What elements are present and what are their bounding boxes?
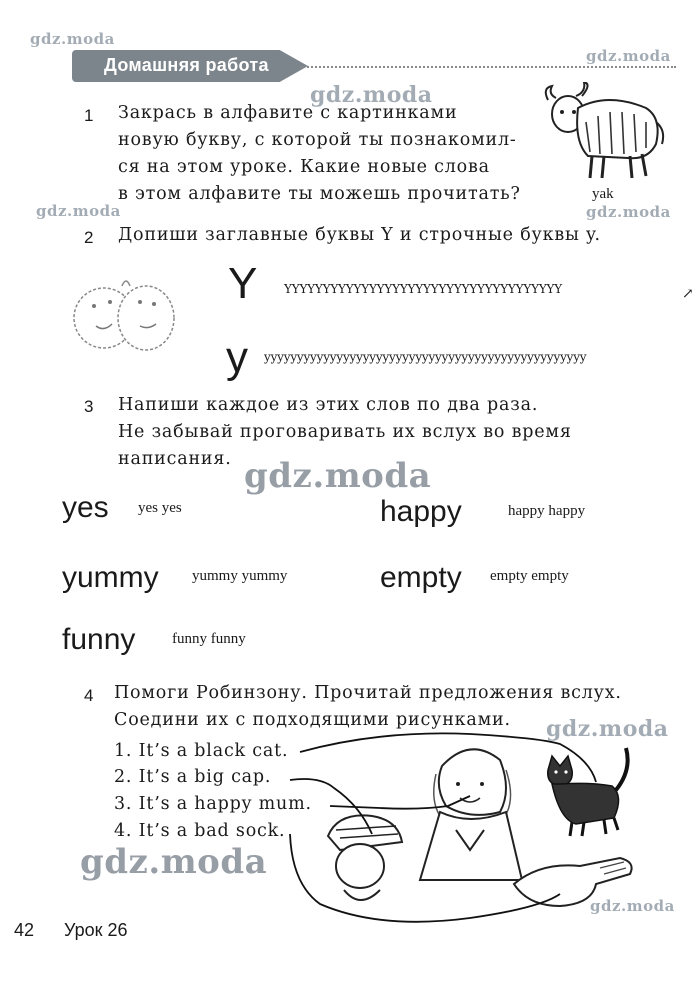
watermark: gdz.moda	[244, 456, 432, 496]
task1-line: в этом алфавите ты можешь прочитать?	[118, 184, 521, 204]
sentence-item: 4. It’s a bad sock.	[114, 821, 286, 841]
sentence-item: 2. It’s a big cap.	[114, 767, 272, 787]
word-sample-empty: empty	[380, 561, 462, 594]
word-answer-happy: happy happy	[508, 503, 586, 519]
lesson-label: Урок 26	[64, 920, 128, 940]
section-title: Домашняя работа	[104, 55, 269, 75]
task3-line: написания.	[118, 449, 232, 469]
watermark: gdz.moda	[586, 47, 671, 65]
task4-line: Соедини их с подходящими рисунками.	[114, 710, 511, 730]
word-sample-funny: funny	[62, 623, 136, 656]
sentence-item: 3. It’s a happy mum.	[114, 794, 312, 814]
black-cat-illustration	[548, 748, 628, 836]
lower-y-sample: y	[226, 333, 248, 382]
task4-line: Помоги Робинзону. Прочитай предложения вслух.	[114, 683, 622, 703]
watermark: gdz.moda	[310, 82, 433, 108]
pen-mark: ↗	[682, 286, 694, 302]
sentence-item: 1. It’s a black cat.	[114, 741, 289, 761]
page-number: 42	[14, 920, 35, 940]
yak-label: yak	[592, 186, 614, 202]
boy-cap-illustration	[328, 815, 402, 900]
task1-line: ся на этом уроке. Какие новые слова	[118, 157, 490, 177]
watermark: gdz.moda	[30, 30, 115, 48]
task-number: 1	[84, 106, 94, 125]
word-sample-yes: yes	[62, 491, 109, 524]
task-number: 2	[84, 228, 94, 247]
task1-line: новую букву, с которой ты познакомил-	[118, 130, 517, 150]
watermark: gdz.moda	[80, 842, 268, 882]
task3-line: Напиши каждое из этих слов по два раза.	[118, 395, 539, 415]
watermark: gdz.moda	[546, 716, 669, 742]
task-number: 4	[84, 686, 94, 705]
watermark: gdz.moda	[586, 203, 671, 221]
capital-y-sample: Y	[228, 259, 258, 308]
word-answer-yes: yes yes	[138, 500, 182, 516]
word-answer-empty: empty empty	[490, 568, 569, 584]
capital-y-row: YYYYYYYYYYYYYYYYYYYYYYYYYYYYYYYYYYYY	[284, 282, 562, 296]
happy-mum-illustration	[420, 749, 522, 880]
bad-sock-illustration	[514, 858, 632, 906]
word-sample-yummy: yummy	[62, 561, 159, 594]
watermark: gdz.moda	[590, 897, 675, 915]
task3-line: Не забывай проговаривать их вслух во время	[118, 422, 572, 442]
watermark: gdz.moda	[36, 202, 121, 220]
word-answer-funny: funny funny	[172, 631, 246, 647]
word-sample-happy: happy	[380, 495, 462, 528]
task1-line: Закрась в алфавите с картинками	[118, 103, 458, 123]
lower-y-row: yyyyyyyyyyyyyyyyyyyyyyyyyyyyyyyyyyyyyyyyyyyyyyyyy	[264, 350, 587, 364]
task2-line: Допиши заглавные буквы Y и строчные буквы y.	[118, 225, 601, 245]
task-number: 3	[84, 397, 94, 416]
word-answer-yummy: yummy yummy	[192, 568, 288, 584]
